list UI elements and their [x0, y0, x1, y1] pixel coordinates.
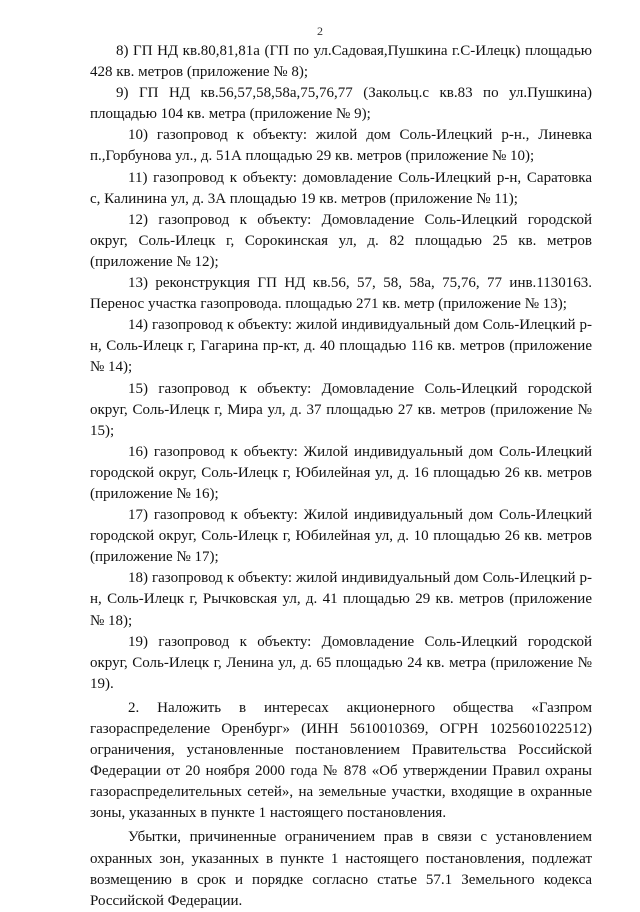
paragraph-losses: Убытки, причиненные ограничением прав в связи с установлением охранных зон, указанных в пункте 1 настоящего постановления, подлежат возмещению в срок и порядке согласно статье 57.1 Земельного кодекса Российской Федерации.: [90, 829, 592, 909]
list-item-19: 19) газопровод к объекту: Домовладение Соль-Илецкий городской округ, Соль-Илецк г, Ленина ул, д. 65 площадью 24 кв. метра (приложение № 19).: [90, 633, 592, 692]
list-item-15: 15) газопровод к объекту: Домовладение Соль-Илецкий городской округ, Соль-Илецк г, Мира ул, д. 37 площадью 27 кв. метров (приложение № 15);: [90, 380, 592, 439]
list-item-14: 14) газопровод к объекту: жилой индивидуальный дом Соль-Илецкий р-н, Соль-Илецк г, Гагарина пр-кт, д. 40 площадью 116 кв. метров (приложение № 14);: [90, 317, 592, 376]
list-item-13: 13) реконструкция ГП НД кв.56, 57, 58, 58а, 75,76, 77 инв.1130163. Перенос участка газопровода. площадью 271 кв. метр (приложение № 13);: [90, 275, 592, 313]
list-item-9: 9) ГП НД кв.56,57,58,58а,75,76,77 (Закольц.с кв.83 по ул.Пушкина) площадью 104 кв. метра (приложение № 9);: [90, 85, 592, 123]
paragraph-2: 2. Наложить в интересах акционерного общества «Газпром газораспределение Оренбург» (ИНН 5610010369, ОГРН 1025601022512) ограничения, установленные постановлением Правительства Российской Федерации от 20 ноября 2000 года № 878 «Об утверждении Правил охраны газораспределительных сетей», на земельные участки, входящие в охранные зоны, указанных в пункте 1 настоящего постановления.: [90, 699, 592, 822]
list-item-18: 18) газопровод к объекту: жилой индивидуальный дом Соль-Илецкий р-н, Соль-Илецк г, Рычковская ул, д. 41 площадью 29 кв. метров (приложение № 18);: [90, 570, 592, 629]
document-body: [90, 41, 592, 912]
list-item-12: 12) газопровод к объекту: Домовладение Соль-Илецкий городской округ, Соль-Илецк г, Сорокинская ул, д. 82 площадью 25 кв. метров (приложение № 12);: [90, 211, 592, 270]
list-item-8: 8) ГП НД кв.80,81,81а (ГП по ул.Садовая,Пушкина г.С-Илецк) площадью 428 кв. метров (приложение № 8);: [90, 43, 592, 81]
list-item-11: 11) газопровод к объекту: домовладение Соль-Илецкий р-н, Саратовка с, Калинина ул, д. 3А площадью 19 кв. метров (приложение № 11);: [90, 169, 592, 207]
list-item-10: 10) газопровод к объекту: жилой дом Соль-Илецкий р-н., Линевка п.,Горбунова ул., д. 51А площадью 29 кв. метров (приложение № 10);: [90, 127, 592, 165]
page-number: 2: [317, 24, 323, 38]
list-item-16: 16) газопровод к объекту: Жилой индивидуальный дом Соль-Илецкий городской округ, Соль-Илецк г, Юбилейная ул, д. 16 площадью 26 кв. метров (приложение № 16);: [90, 443, 592, 502]
list-item-17: 17) газопровод к объекту: Жилой индивидуальный дом Соль-Илецкий городской округ, Соль-Илецк г, Юбилейная ул, д. 10 площадью 26 кв. метров (приложение № 17);: [90, 507, 592, 566]
